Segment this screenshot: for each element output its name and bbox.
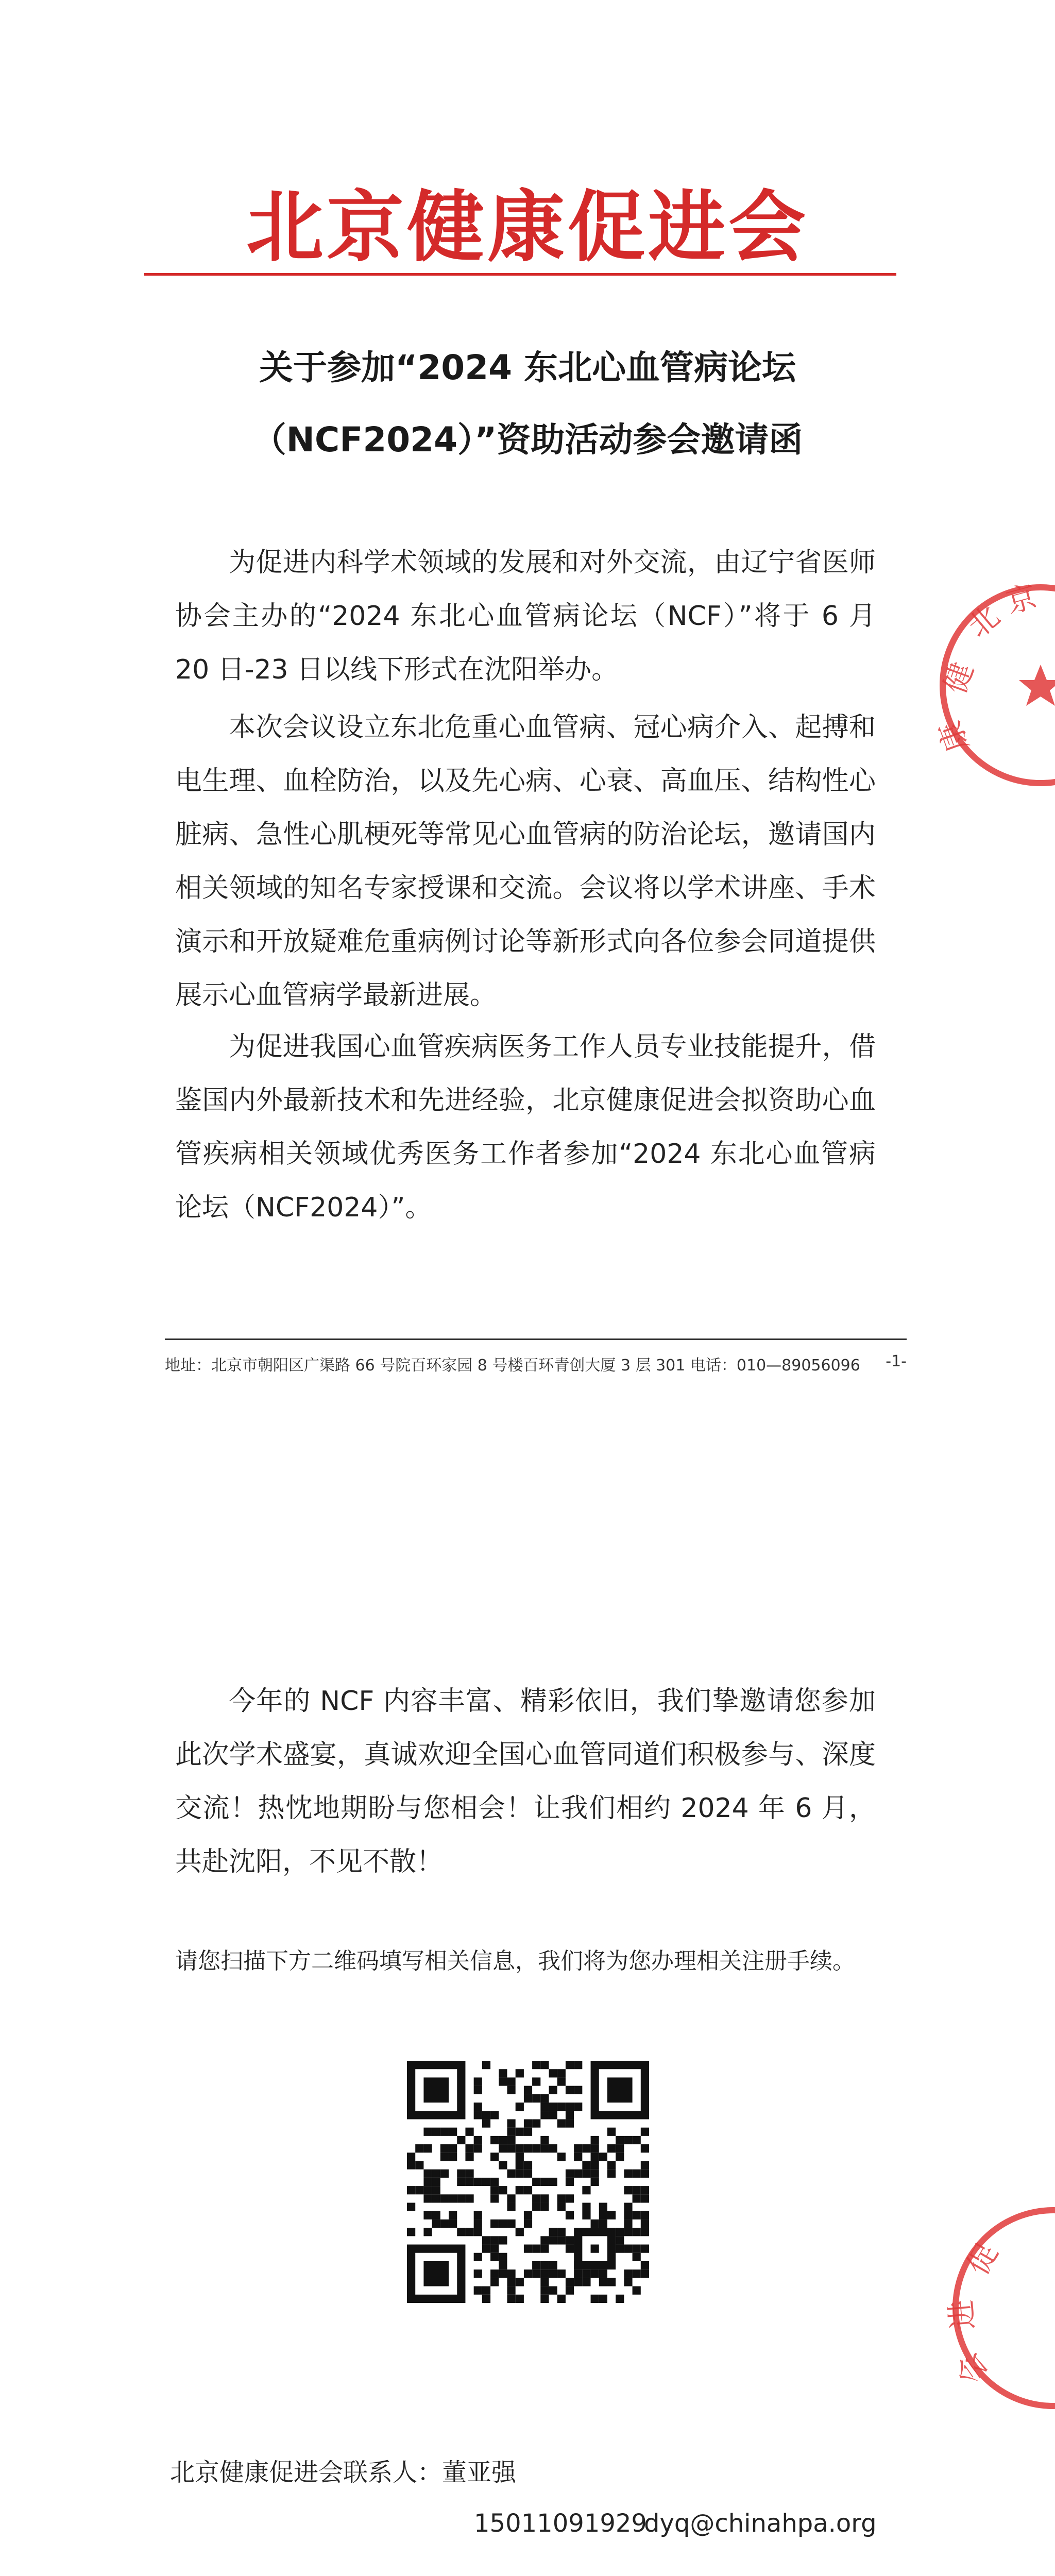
svg-text:进: 进 (943, 2298, 981, 2331)
paragraph-3: 为促进我国心血管疾病医务工作人员专业技能提升，借鉴国内外最新技术和先进经验，北京健康促进会拟资助心血管疾病相关领域优秀医务工作者参加“2024 东北心血管病论坛（NCF2024）”。 (175, 1031, 876, 1223)
footer-rule-page-1 (165, 1338, 907, 1340)
registration-qr-code[interactable] (407, 2061, 649, 2303)
svg-text:促: 促 (960, 2237, 1006, 2281)
contact-person: 北京健康促进会联系人：董亚强 (170, 2458, 517, 2487)
qr-instruction: 请您扫描下方二维码填写相关信息，我们将为您办理相关注册手续。 (175, 1948, 855, 1974)
svg-text:京: 京 (1002, 578, 1041, 620)
svg-text:健: 健 (937, 658, 980, 698)
letterhead-red-rule (144, 273, 896, 276)
svg-text:会: 会 (949, 2346, 995, 2391)
svg-text:北: 北 (961, 598, 1007, 645)
paragraph-4: 今年的 NCF 内容丰富、精彩依旧，我们挚邀请您参加此次学术盛宴，真诚欢迎全国心血管同道们积极参与、深度交流！热忱地期盼与您相会！让我们相约 2024 年 6 月，共赴沈阳，不见不散！ (175, 1686, 876, 1877)
letterhead-org-name: 北京健康促进会 (246, 182, 809, 273)
paragraph-2: 本次会议设立东北危重心血管病、冠心病介入、起搏和电生理、血栓防治，以及先心病、心衰、高血压、结构性心脏病、急性心肌梗死等常见心血管病的防治论坛，邀请国内相关领域的知名专家授课和交流。会议将以学术讲座、手术演示和开放疑难危重病例讨论等新形式向各位参会同道提供展示心血管病学最新进展。 (175, 712, 876, 1011)
document-title-line-1: 关于参加“2024 东北心血管病论坛 (259, 348, 796, 387)
contact-email[interactable]: dyq@chinahpa.org (644, 2509, 877, 2538)
official-seal-icon (943, 2200, 1055, 2416)
document-title-line-2: （NCF2024）”资助活动参会邀请函 (252, 420, 803, 460)
footer-page-1 (165, 1352, 907, 1375)
official-seal-icon (912, 577, 1055, 793)
page-number: -1- (886, 1352, 907, 1370)
paragraph-1: 为促进内科学术领域的发展和对外交流，由辽宁省医师协会主办的“2024 东北心血管病论坛（NCF）”将于 6 月 20 日-23 日以线下形式在沈阳举办。 (175, 547, 876, 685)
contact-phone: 15011091929 (474, 2509, 647, 2538)
footer-address: 地址：北京市朝阳区广渠路 66 号院百环家园 8 号楼百环青创大厦 3 层 301 电话：010—89056096 (165, 1357, 860, 1375)
svg-text:康: 康 (932, 716, 976, 757)
